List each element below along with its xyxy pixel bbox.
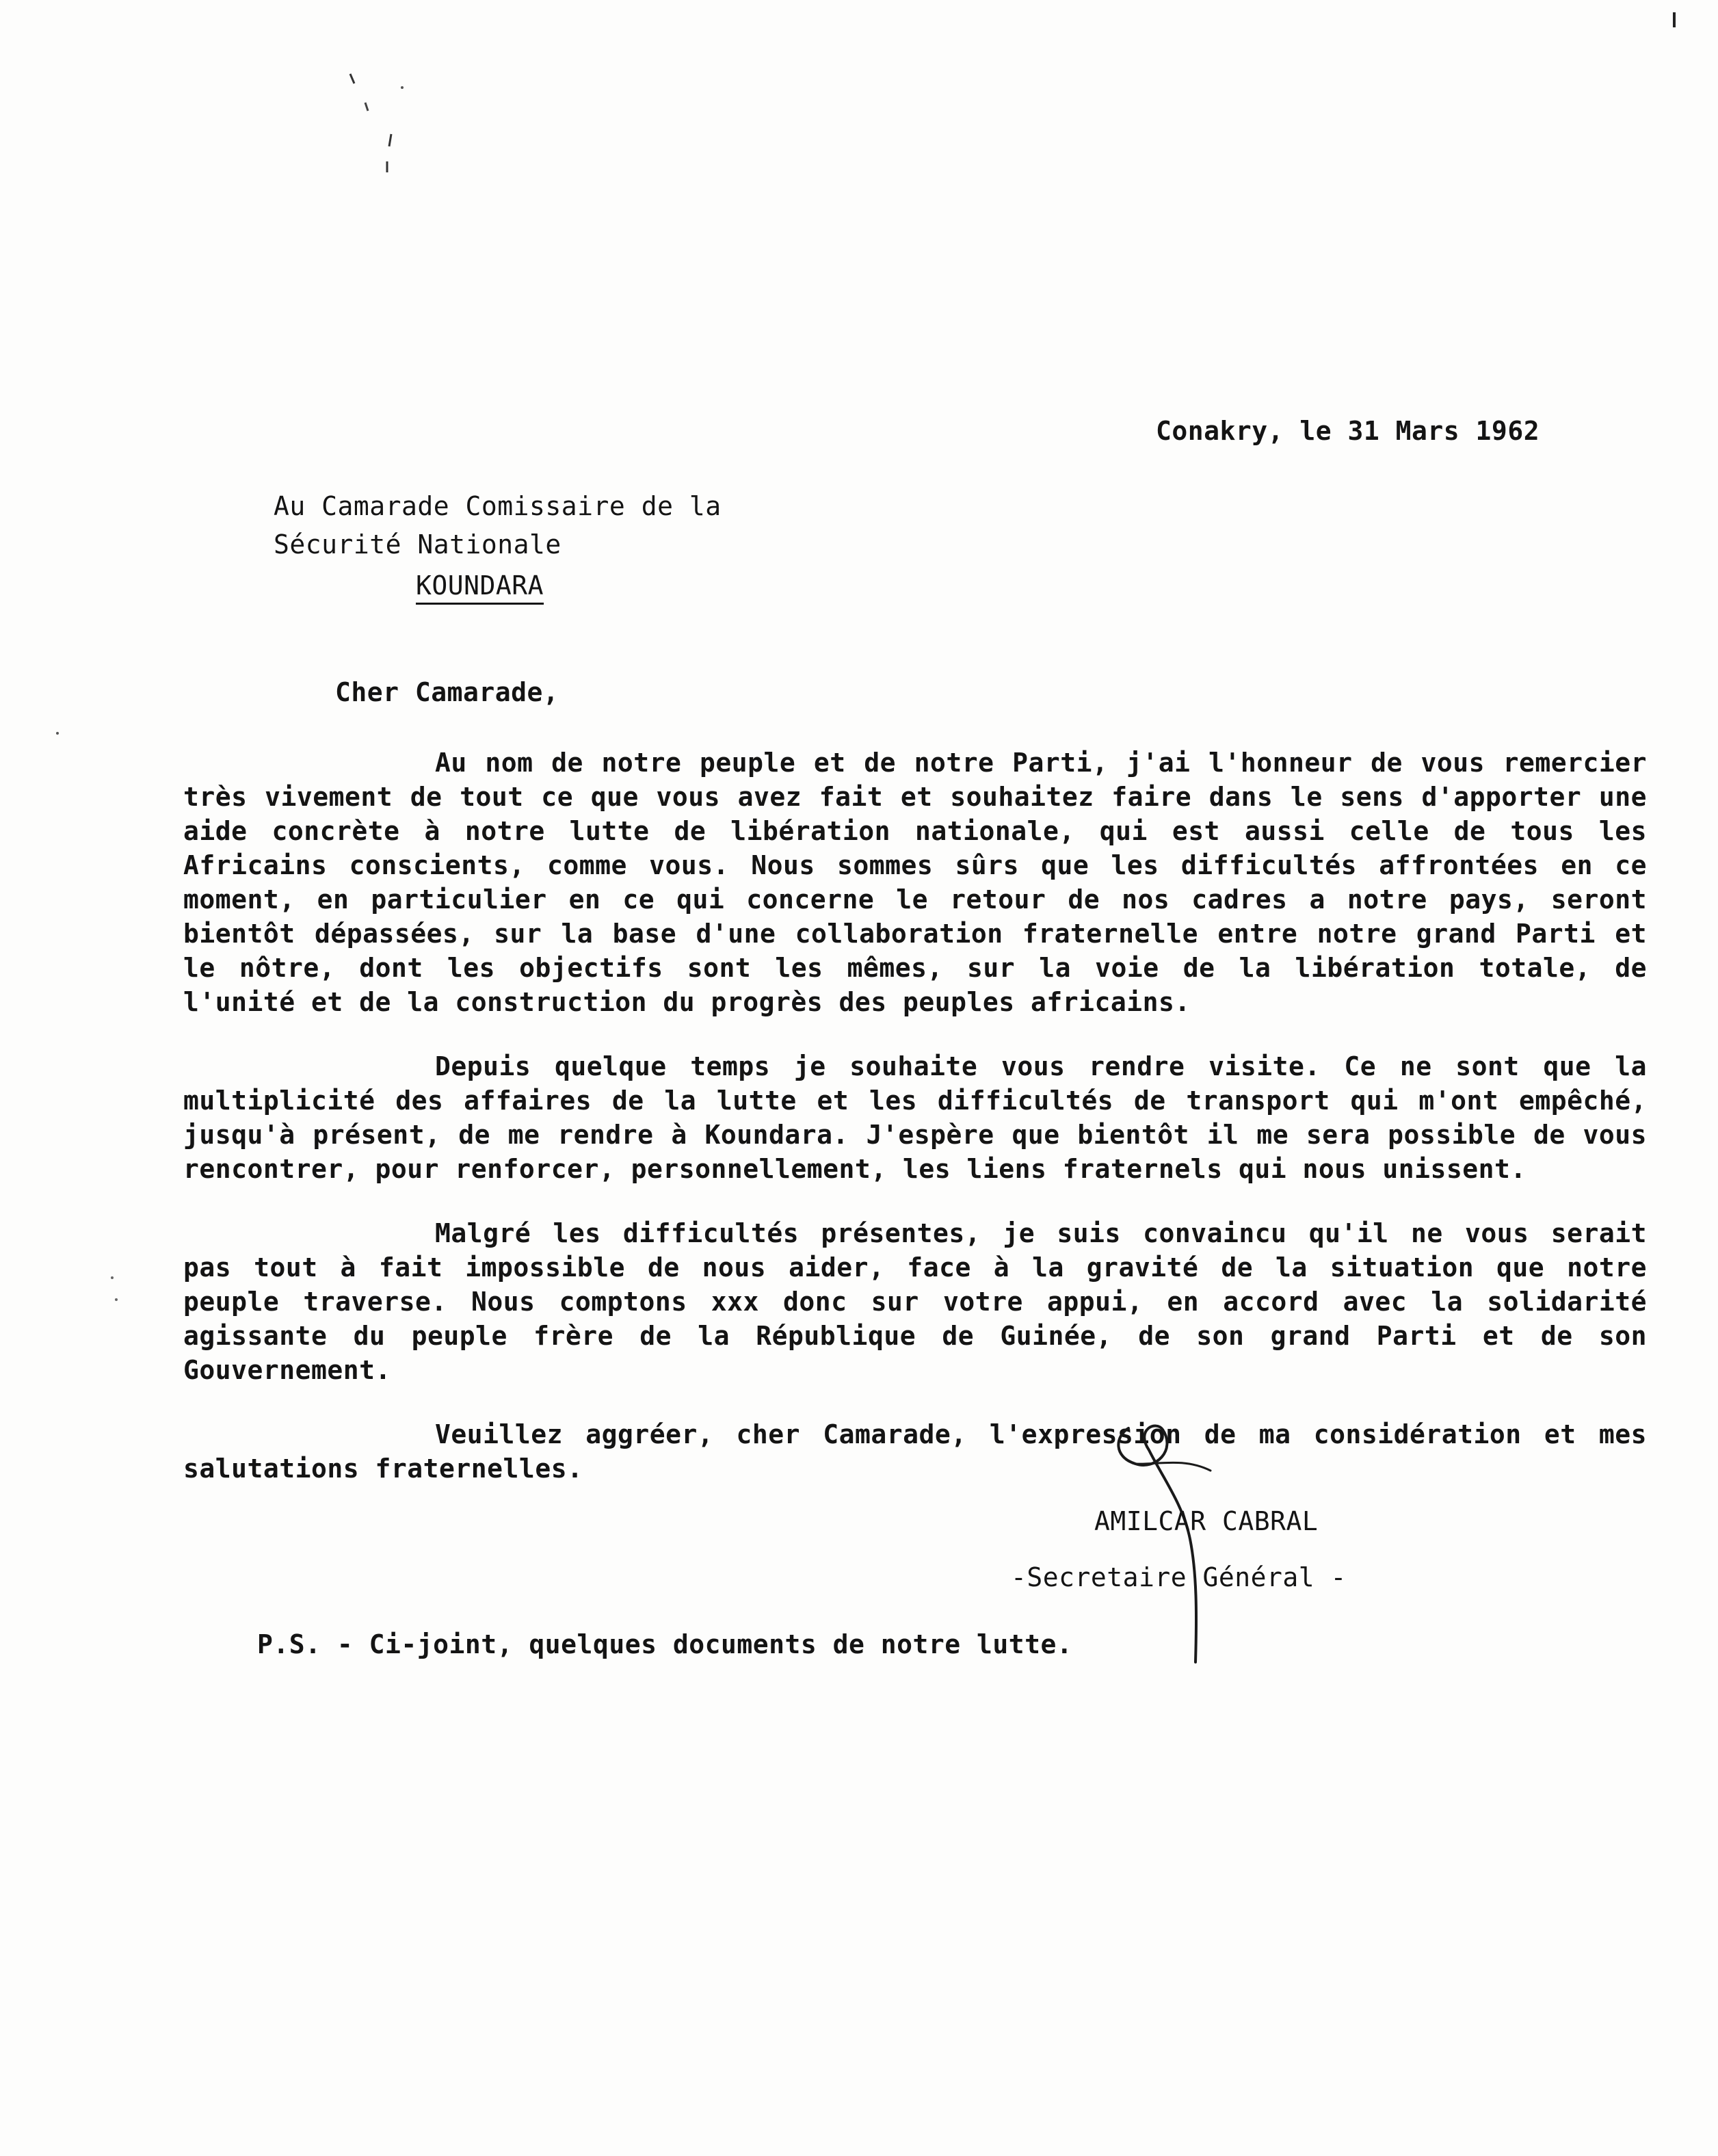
- addressee-block: [274, 487, 722, 564]
- postscript: P.S. - Ci-joint, quelques documents de notre lutte.: [257, 1629, 1073, 1659]
- signatory-title: -Secretaire Général -: [1011, 1562, 1347, 1592]
- handwritten-signature: [1108, 1423, 1245, 1669]
- addressee-line-1: Au Camarade Comissaire de la: [274, 491, 722, 521]
- letter-body: [183, 746, 1647, 1516]
- paragraph-2: Depuis quelque temps je souhaite vous rendre visite. Ce ne sont que la multiplicité des affaires de la lutte et les difficultés de transport qui m'ont empêché, jusqu'à présent, de me rendre à Koundara. J'espère que bientôt il me sera possible de vous rencontrer, pour renforcer, personnellement, les liens fraternels qui nous unissent.: [183, 1051, 1647, 1184]
- addressee-city: KOUNDARA: [416, 570, 544, 601]
- paragraph-4: Veuillez aggréer, cher Camarade, l'expression de ma considération et mes salutations fraternelles.: [183, 1419, 1647, 1484]
- date-line: Conakry, le 31 Mars 1962: [1156, 416, 1540, 446]
- signatory-name: AMILCAR CABRAL: [1094, 1506, 1319, 1536]
- addressee-line-2: Sécurité Nationale: [274, 529, 561, 560]
- salutation: Cher Camarade,: [335, 677, 559, 707]
- paragraph-1: Au nom de notre peuple et de notre Parti, j'ai l'honneur de vous remercier très vivement de tout ce que vous avez fait et souhaitez faire dans le sens d'apporter une aide concrète à notre lutte de libération nationale, qui est aussi celle de tous les Africains conscients, comme vous. Nous sommes sûrs que les difficultés affrontées en ce moment, en particulier en ce qui concerne le retour de nos cadres a notre pays, seront bientôt dépassées, sur la base d'une collaboration fraternelle entre notre grand Parti et le nôtre, dont les objectifs sont les mêmes, sur la voie de la libération totale, de l'unité et de la construction du progrès des peuples africains.: [183, 748, 1647, 1017]
- paragraph-3: Malgré les difficultés présentes, je suis convaincu qu'il ne vous serait pas tout à fait impossible de nous aider, face à la gravité de la situation que notre peuple traverse. Nous comptons xxx donc sur votre appui, en accord avec la solidarité agissante du peuple frère de la République de Guinée, de son grand Parti et de son Gouvernement.: [183, 1218, 1647, 1385]
